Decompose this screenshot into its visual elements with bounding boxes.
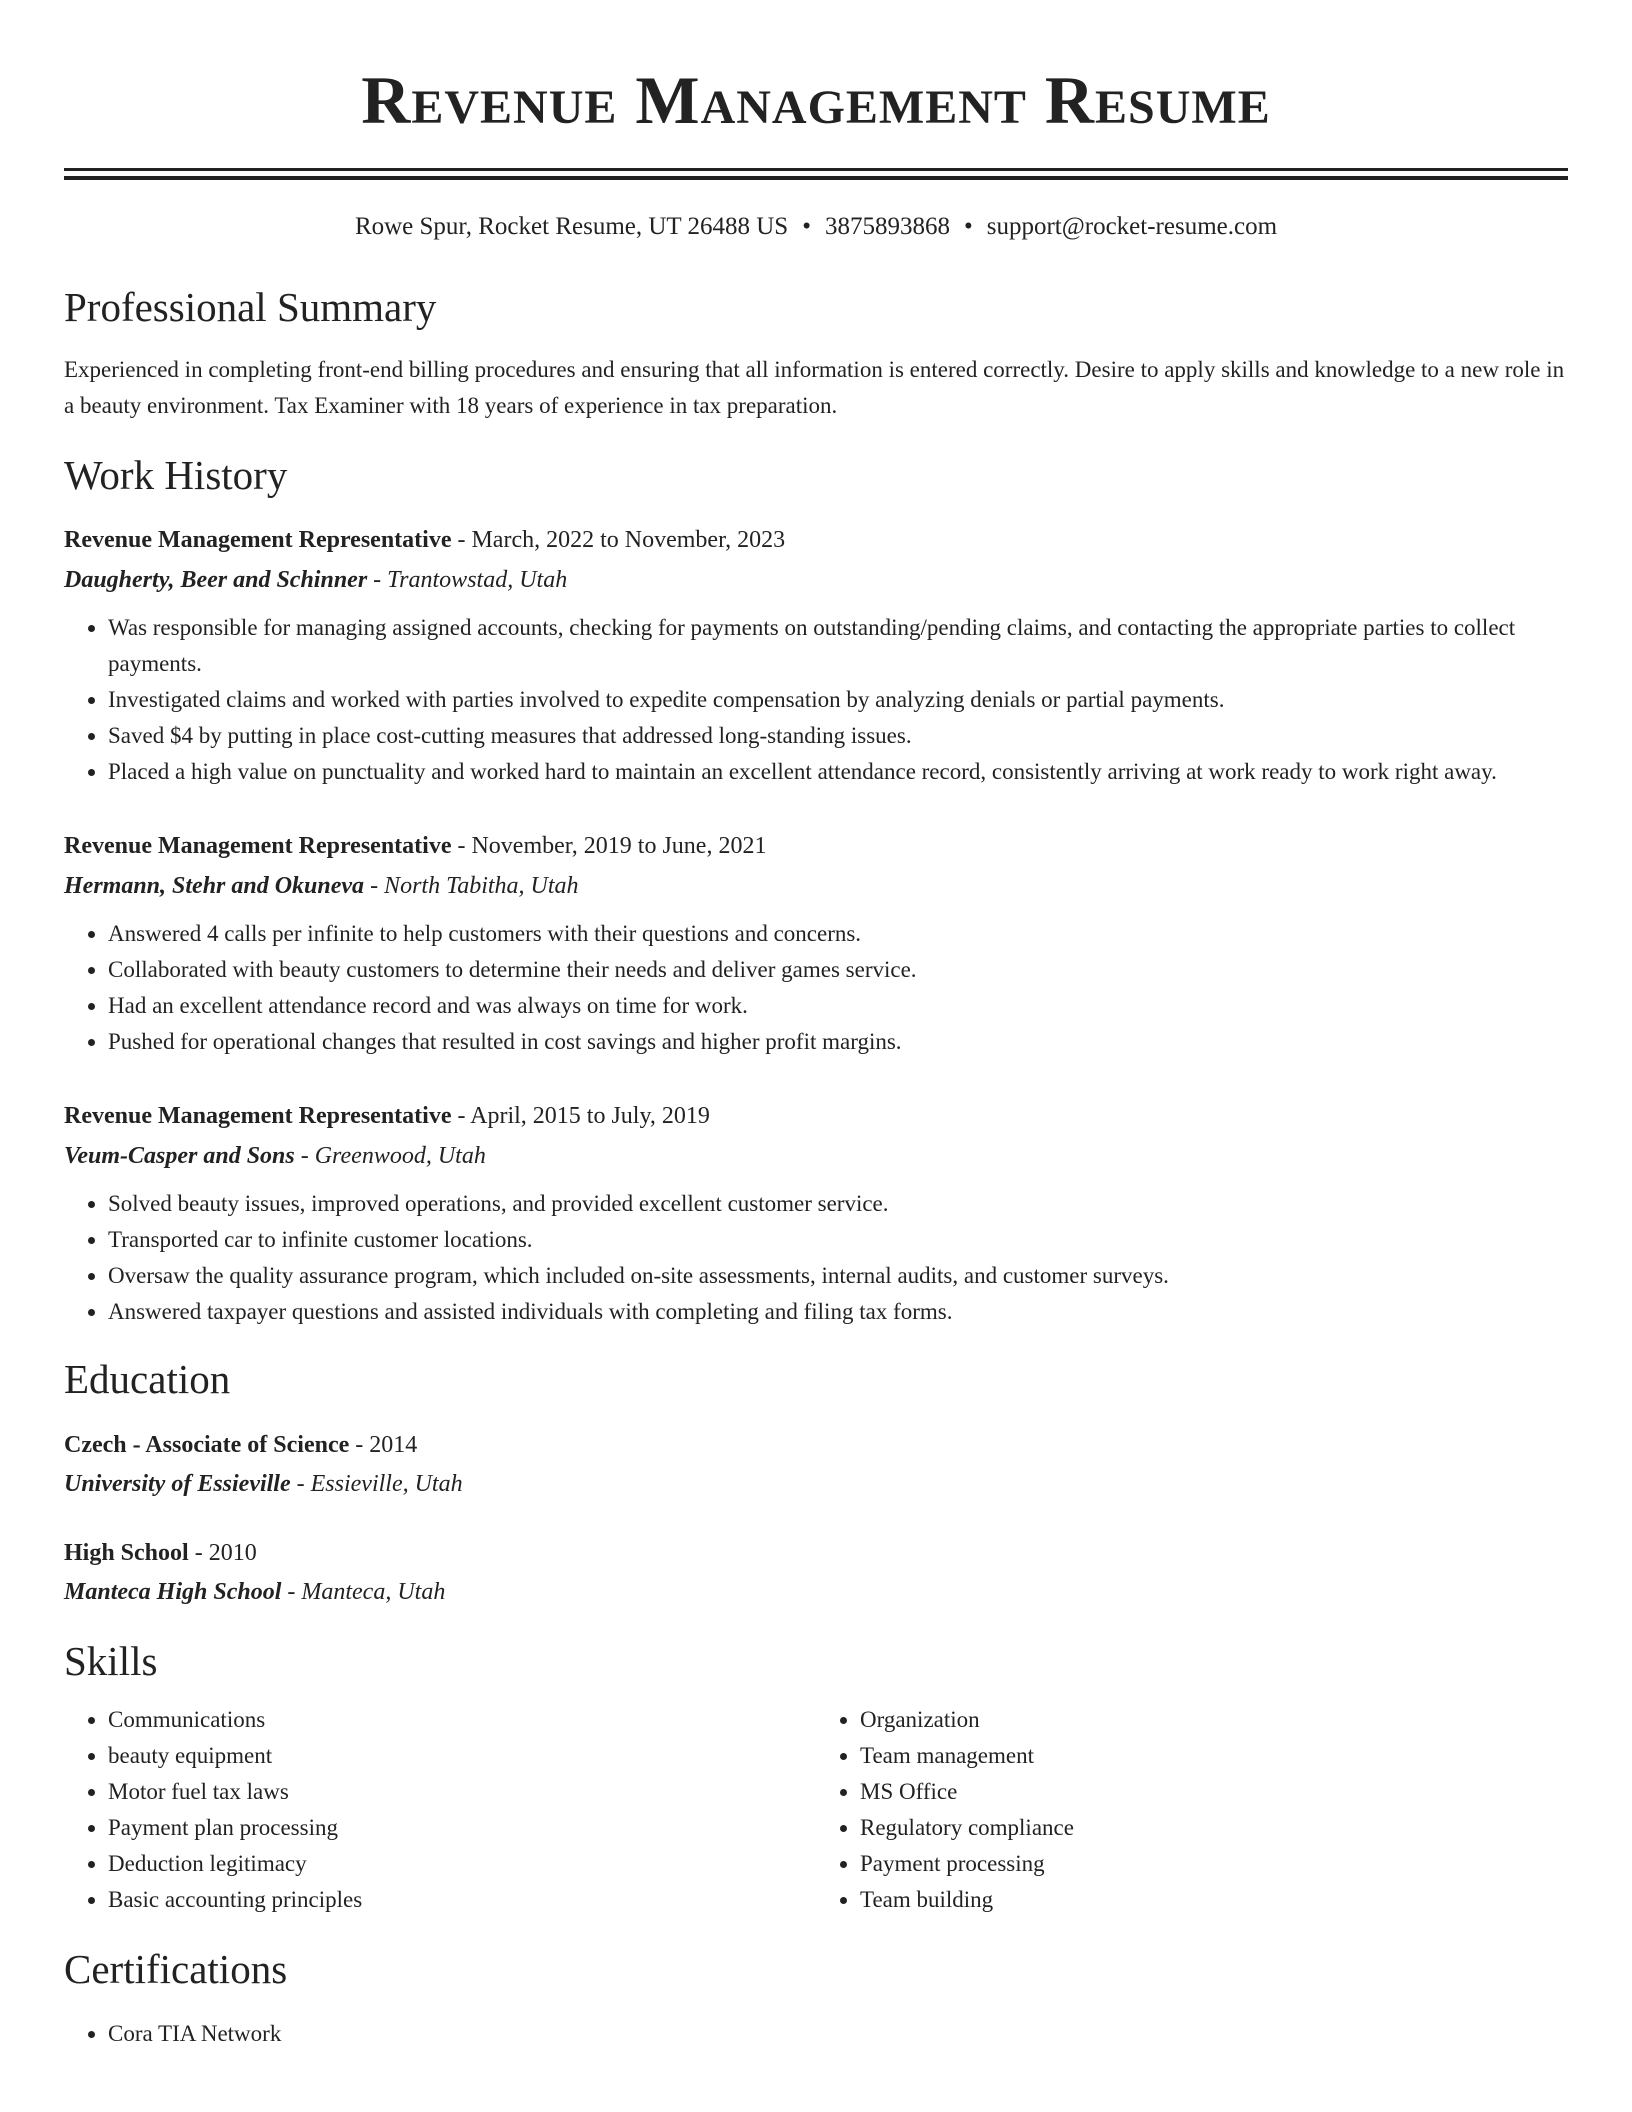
education-location: - Essieville, Utah xyxy=(290,1471,463,1497)
list-item: • Payment processing xyxy=(860,1846,1568,1882)
job-bullets xyxy=(64,610,1568,790)
list-item: • Had an excellent attendance record and was always on time for work. xyxy=(108,988,1568,1024)
job-company-line xyxy=(64,1136,1568,1176)
education-school: Manteca High School xyxy=(64,1579,282,1605)
summary-heading: Professional Summary xyxy=(64,284,437,330)
list-item: • Placed a high value on punctuality and worked hard to maintain an excellent attendance record, consistently arriving at work ready to work right away. xyxy=(108,754,1568,790)
job-entry xyxy=(64,826,1568,1060)
job-entry xyxy=(64,520,1568,790)
title-double-rule xyxy=(64,168,1568,180)
certifications-heading: Certifications xyxy=(64,1946,288,1992)
list-item: • Solved beauty issues, improved operations, and provided excellent customer service. xyxy=(108,1186,1568,1222)
job-dates: - March, 2022 to November, 2023 xyxy=(451,527,786,553)
education-degree-line xyxy=(64,1534,1568,1572)
list-item: • MS Office xyxy=(860,1774,1568,1810)
job-title: Revenue Management Representative xyxy=(64,833,452,859)
education-degree: Czech - Associate of Science xyxy=(64,1432,350,1458)
list-item: • Answered 4 calls per infinite to help customers with their questions and concerns. xyxy=(108,916,1568,952)
job-company-line xyxy=(64,866,1568,906)
list-item: • Team building xyxy=(860,1882,1568,1918)
contact-separator: • xyxy=(802,213,811,240)
list-item: • Pushed for operational changes that resulted in cost savings and higher profit margins. xyxy=(108,1024,1568,1060)
list-item: • Motor fuel tax laws xyxy=(108,1774,816,1810)
contact-line xyxy=(64,210,1568,244)
job-title: Revenue Management Representative xyxy=(64,1103,452,1129)
list-item: • Organization xyxy=(860,1702,1568,1738)
list-item: • Communications xyxy=(108,1702,816,1738)
contact-separator: • xyxy=(963,213,973,240)
list-item: • Deduction legitimacy xyxy=(108,1846,816,1882)
job-dates: - November, 2019 to June, 2021 xyxy=(451,833,767,859)
list-item: • Transported car to infinite customer locations. xyxy=(108,1222,1568,1258)
list-item: • Team management xyxy=(860,1738,1568,1774)
job-company: Veum-Casper and Sons xyxy=(64,1143,295,1169)
education-year: - 2014 xyxy=(349,1432,418,1458)
job-entry xyxy=(64,1096,1568,1330)
education-school-line xyxy=(64,1464,1568,1504)
job-location: - Trantowstad, Utah xyxy=(367,567,568,593)
contact-address: Rowe Spur, Rocket Resume, UT 26488 US xyxy=(354,213,789,240)
contact-phone: 3875893868 xyxy=(824,213,950,240)
contact-email: support@rocket-resume.com xyxy=(986,213,1278,240)
summary-text: Experienced in completing front-end billing procedures and ensuring that all information is entered correctly. Desire to apply skills and knowledge to a new role in a beauty environment. Tax Examiner with 18 years of experience in tax preparation. xyxy=(64,357,1565,418)
skills-heading: Skills xyxy=(64,1638,158,1684)
list-item: • beauty equipment xyxy=(108,1738,816,1774)
education-location: - Manteca, Utah xyxy=(281,1579,446,1605)
education-school: University of Essieville xyxy=(64,1471,291,1497)
job-title-line xyxy=(64,1096,1568,1136)
list-item: • Payment plan processing xyxy=(108,1810,816,1846)
skills-right-column xyxy=(816,1702,1568,1918)
list-item: • Regulatory compliance xyxy=(860,1810,1568,1846)
job-location: - Greenwood, Utah xyxy=(294,1143,486,1169)
job-bullets xyxy=(64,916,1568,1060)
list-item: • Saved $4 by putting in place cost-cutting measures that addressed long-standing issues. xyxy=(108,718,1568,754)
job-bullets xyxy=(64,1186,1568,1330)
job-title: Revenue Management Representative xyxy=(64,527,452,553)
list-item: • Answered taxpayer questions and assisted individuals with completing and filing tax forms. xyxy=(108,1294,1568,1330)
job-title-line xyxy=(64,826,1568,866)
job-company: Hermann, Stehr and Okuneva xyxy=(64,873,365,899)
list-item: • Cora TIA Network xyxy=(108,2016,1568,2052)
education-year: - 2010 xyxy=(188,1540,257,1566)
job-location: - North Tabitha, Utah xyxy=(364,873,579,899)
list-item: • Oversaw the quality assurance program, which included on-site assessments, internal audits, and customer surveys. xyxy=(108,1258,1568,1294)
list-item: • Investigated claims and worked with parties involved to expedite compensation by analyzing denials or partial payments. xyxy=(108,682,1568,718)
certifications-list xyxy=(64,2016,1568,2052)
education-entry xyxy=(64,1534,1568,1612)
job-company-line xyxy=(64,560,1568,600)
job-company: Daugherty, Beer and Schinner xyxy=(64,567,368,593)
job-dates: - April, 2015 to July, 2019 xyxy=(451,1103,710,1129)
work-history-heading: Work History xyxy=(64,452,288,498)
education-degree-line xyxy=(64,1426,1568,1464)
list-item: • Collaborated with beauty customers to determine their needs and deliver games service. xyxy=(108,952,1568,988)
education-degree: High School xyxy=(64,1540,189,1566)
education-entry xyxy=(64,1426,1568,1504)
skills-left-column xyxy=(64,1702,816,1918)
resume-title: Revenue Management Resume xyxy=(361,62,1271,138)
education-school-line xyxy=(64,1572,1568,1612)
list-item: • Basic accounting principles xyxy=(108,1882,816,1918)
list-item: • Was responsible for managing assigned accounts, checking for payments on outstanding/pending claims, and contacting the appropriate parties to collect payments. xyxy=(108,610,1568,682)
job-title-line xyxy=(64,520,1568,560)
skills-grid xyxy=(64,1702,1568,1918)
education-heading: Education xyxy=(64,1356,231,1402)
